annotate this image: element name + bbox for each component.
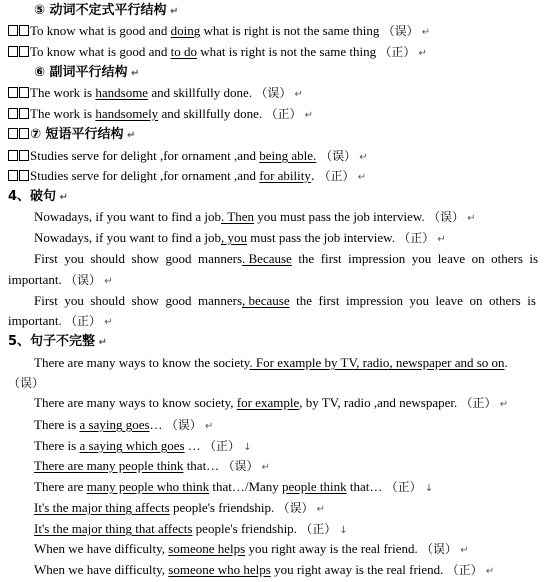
text-segment: There is <box>34 417 80 432</box>
paragraph-mark: ↵ <box>415 48 427 59</box>
text-segment: （误） <box>8 376 45 390</box>
paragraph-mark: ↵ <box>166 6 179 17</box>
text-line <box>0 206 560 227</box>
paragraph-mark: ↵ <box>457 545 469 556</box>
text-segment: the first impression you leave on others is <box>291 251 539 266</box>
checkbox-glyph <box>19 170 29 181</box>
text-line <box>0 435 560 456</box>
checkbox-glyph <box>8 108 18 119</box>
checkbox-glyph <box>19 46 29 57</box>
underlined-text: , you <box>221 230 248 245</box>
text-segment: （正） <box>300 522 337 536</box>
text-segment: what is right is not the same thing <box>200 23 383 38</box>
text-segment: people's friendship. <box>192 521 301 536</box>
text-segment: （正） <box>446 563 483 577</box>
underlined-text: someone helps <box>168 541 246 556</box>
text-segment: （正） <box>398 231 435 245</box>
paragraph-mark: ↵ <box>313 504 326 515</box>
text-segment: . <box>504 355 508 370</box>
text-segment: To know what is good and <box>30 44 171 59</box>
text-segment: （误） <box>316 149 357 163</box>
paragraph-mark: ↵ <box>291 89 303 100</box>
underlined-text: being able. <box>259 148 317 163</box>
text-segment: When we have difficulty, <box>34 541 169 556</box>
checkbox-glyph <box>8 150 18 161</box>
text-segment: （正） <box>460 396 497 410</box>
text-segment: , by TV, radio ,and newspaper. <box>299 395 461 410</box>
text-segment: When we have difficulty, <box>34 562 169 577</box>
text-line <box>0 227 560 248</box>
underlined-text: for example <box>236 395 300 410</box>
underlined-text: It's the major thing that affects <box>34 521 193 536</box>
paragraph-mark: ↵ <box>123 130 136 141</box>
text-segment: and skillfully done. <box>148 85 256 100</box>
text-line <box>0 165 560 186</box>
text-segment: ⑦ 短语平行结构 <box>30 127 124 142</box>
text-segment: you right away is the real friend. <box>245 541 422 556</box>
text-line <box>0 518 560 539</box>
underlined-text: a saying goes <box>79 417 150 432</box>
checkbox-glyph <box>19 25 29 36</box>
paragraph-mark: ↓ <box>421 483 434 494</box>
text-line <box>0 352 560 373</box>
text-segment: that… <box>346 479 386 494</box>
paragraph-mark: ↵ <box>463 213 476 224</box>
text-line <box>0 538 560 559</box>
text-segment: and skillfully done. <box>158 106 266 121</box>
paragraph-mark: ↵ <box>418 27 431 38</box>
checkbox-glyph <box>19 128 29 139</box>
text-line <box>0 290 560 311</box>
checkbox-glyph <box>19 108 29 119</box>
text-segment: （正） <box>204 439 241 453</box>
paragraph-mark: ↓ <box>240 442 252 453</box>
text-segment: （误） <box>65 273 102 287</box>
underlined-text: It's the major thing affects <box>34 500 170 515</box>
underlined-text: someone who helps <box>168 562 271 577</box>
underlined-text: to do <box>170 44 198 59</box>
text-line <box>0 476 560 497</box>
text-segment: you must pass the job interview. <box>254 209 428 224</box>
text-line <box>0 497 560 518</box>
text-segment: Studies serve for delight ,for ornament ,and <box>30 148 260 163</box>
checkbox-glyph <box>8 46 18 57</box>
text-segment: … <box>149 417 166 432</box>
paragraph-mark: ↓ <box>336 525 348 536</box>
underlined-text: . Because <box>242 251 292 266</box>
text-segment: ⑤ 动词不定式平行结构 <box>34 3 167 18</box>
underlined-text: . For example by TV, radio, newspaper and so on <box>249 355 505 370</box>
text-segment: （正） <box>385 480 422 494</box>
text-segment: （误） <box>255 86 292 100</box>
text-segment: Nowadays, if you want to find a job <box>34 230 222 245</box>
text-segment: To know what is good and <box>30 23 171 38</box>
checkbox-glyph <box>8 128 18 139</box>
text-segment: important. <box>8 313 66 328</box>
text-segment: you right away is the real friend. <box>270 562 447 577</box>
text-segment: … <box>184 438 205 453</box>
paragraph-mark: ↵ <box>101 276 113 287</box>
text-line <box>0 124 560 145</box>
text-line <box>0 331 560 352</box>
text-segment: （正） <box>65 314 102 328</box>
paragraph-mark: ↵ <box>354 172 367 183</box>
text-line <box>0 82 560 103</box>
text-line <box>0 0 560 21</box>
underlined-text: There are many people think <box>34 458 184 473</box>
text-segment: There are many ways to know society, <box>34 395 237 410</box>
underlined-text: a saying which goes <box>79 438 185 453</box>
text-line <box>0 269 560 290</box>
paragraph-mark: ↵ <box>482 566 495 577</box>
text-segment: There is <box>34 438 80 453</box>
text-segment: the first impression you leave on others is <box>289 293 536 308</box>
text-segment: . （正） <box>310 169 355 183</box>
text-segment: that… <box>183 458 223 473</box>
underlined-text: for ability <box>259 168 311 183</box>
text-segment: 4、破句 <box>8 189 57 204</box>
checkbox-glyph <box>8 87 18 98</box>
underlined-text: handsomely <box>95 106 159 121</box>
text-segment: 5、句子不完整 <box>8 334 96 349</box>
paragraph-mark: ↵ <box>356 152 368 163</box>
text-segment: （正） <box>265 107 302 121</box>
paragraph-mark: ↵ <box>496 399 509 410</box>
underlined-text: doing <box>170 23 201 38</box>
paragraph-mark: ↵ <box>101 317 113 328</box>
text-line <box>0 186 560 207</box>
underlined-text: . Then <box>221 209 255 224</box>
paragraph-mark: ↵ <box>258 462 271 473</box>
text-segment: （误） <box>382 24 419 38</box>
text-segment: Nowadays, if you want to find a job <box>34 209 222 224</box>
text-line <box>0 310 560 331</box>
paragraph-mark: ↵ <box>56 192 68 203</box>
text-line <box>0 248 560 269</box>
text-line <box>0 62 560 83</box>
text-segment: that…/Many <box>209 479 283 494</box>
paragraph-mark: ↵ <box>95 337 107 348</box>
text-segment: ⑥ 副词平行结构 <box>34 65 128 80</box>
text-line <box>0 414 560 435</box>
underlined-text: many people who think <box>86 479 210 494</box>
text-segment: There are many ways to know the society <box>34 355 250 370</box>
paragraph-mark: ↵ <box>301 110 314 121</box>
paragraph-mark: ↵ <box>434 234 446 245</box>
checkbox-glyph <box>19 150 29 161</box>
text-segment: There are <box>34 479 87 494</box>
text-segment: must pass the job interview. <box>247 230 399 245</box>
text-line <box>0 41 560 62</box>
text-line <box>0 392 560 413</box>
text-line <box>0 455 560 476</box>
paragraph-mark: ↵ <box>127 68 140 79</box>
text-segment: （误） <box>427 210 464 224</box>
text-segment: （误） <box>421 542 458 556</box>
underlined-text: handsome <box>95 85 149 100</box>
text-segment: （误） <box>165 418 202 432</box>
text-segment: important. <box>8 272 66 287</box>
text-segment: people's friendship. <box>169 500 278 515</box>
text-line <box>0 20 560 41</box>
text-line <box>0 145 560 166</box>
text-segment: The work is <box>30 85 96 100</box>
text-segment: （误） <box>277 501 314 515</box>
text-segment: （误） <box>222 459 259 473</box>
text-segment: Studies serve for delight ,for ornament ,and <box>30 168 260 183</box>
text-line <box>0 103 560 124</box>
text-line <box>0 372 560 393</box>
text-segment: （正） <box>379 45 416 59</box>
paragraph-mark: ↵ <box>201 421 214 432</box>
underlined-text: , because <box>242 293 290 308</box>
text-segment: The work is <box>30 106 96 121</box>
checkbox-glyph <box>8 25 18 36</box>
underlined-text: people think <box>282 479 347 494</box>
checkbox-glyph <box>8 170 18 181</box>
text-segment: what is right is not the same thing <box>197 44 380 59</box>
text-segment: First you should show good manners <box>34 251 242 266</box>
text-segment: First you should show good manners <box>34 293 242 308</box>
checkbox-glyph <box>19 87 29 98</box>
